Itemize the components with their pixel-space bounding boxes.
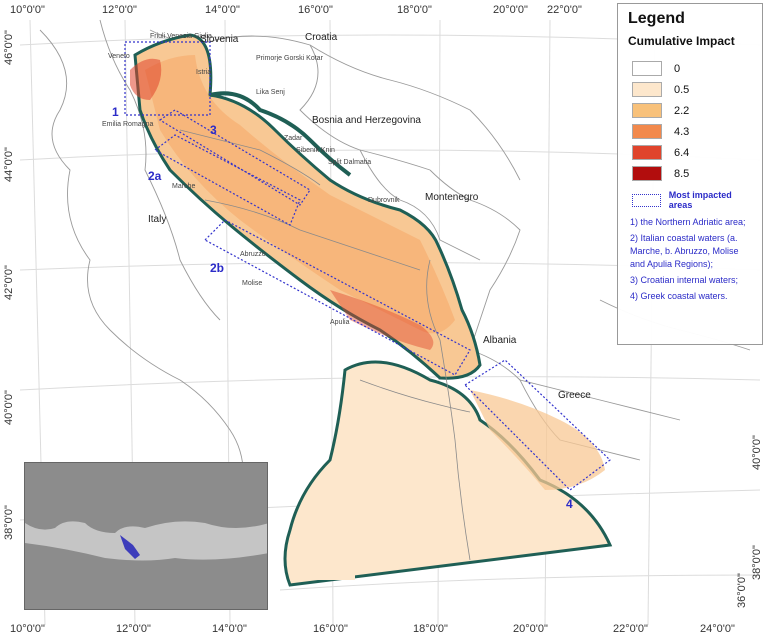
lon-tick-top: 20°0'0" [493, 4, 528, 16]
legend-swatch [632, 82, 662, 97]
place-label: Marche [172, 183, 196, 190]
legend-swatch [632, 166, 662, 181]
lon-tick-top: 22°0'0" [547, 4, 582, 16]
place-label: Veneto [108, 53, 130, 60]
zone-label-3: 3 [210, 123, 217, 137]
legend-swatch [632, 145, 662, 160]
country-label-montenegro: Montenegro [425, 192, 479, 203]
legend-class-label: 4.3 [674, 125, 690, 138]
country-label-bosnia: Bosnia and Herzegovina [312, 115, 421, 126]
lon-tick-bottom: 12°0'0" [116, 623, 151, 635]
inset-map-graphic [25, 463, 268, 610]
lat-tick-left: 44°0'0" [3, 147, 15, 182]
legend-class-row [632, 121, 754, 142]
place-label: Emilia Romagna [102, 121, 154, 128]
lat-tick-left: 40°0'0" [3, 390, 15, 425]
lon-tick-bottom: 14°0'0" [212, 623, 247, 635]
legend-note: 3) Croatian internal waters; [630, 275, 739, 285]
legend-class-row [632, 142, 754, 163]
legend-panel [617, 3, 763, 345]
legend-class-label: 0 [674, 62, 681, 75]
lon-tick-bottom: 22°0'0" [613, 623, 648, 635]
lon-tick-bottom: 18°0'0" [413, 623, 448, 635]
lon-tick-bottom: 16°0'0" [313, 623, 348, 635]
lat-tick-left: 42°0'0" [3, 265, 15, 300]
lon-tick-bottom: 24°0'0" [700, 623, 735, 635]
zone-label-2a: 2a [148, 169, 162, 183]
legend-title: Legend [628, 10, 685, 27]
lon-tick-top: 14°0'0" [205, 4, 240, 16]
legend-subtitle: Cumulative Impact [628, 34, 735, 48]
legend-most-impacted [632, 190, 754, 210]
lat-tick-left: 38°0'0" [3, 505, 15, 540]
lon-tick-top: 18°0'0" [397, 4, 432, 16]
country-label-greece: Greece [558, 390, 591, 401]
legend-class-label: 2.2 [674, 104, 690, 117]
lon-tick-top: 10°0'0" [10, 4, 45, 16]
place-label: Friuli Venezia Giulia [150, 33, 212, 40]
legend-most-impacted-label: Most impacted areas [668, 190, 732, 210]
place-label: Sibenik Knin [296, 147, 335, 154]
lon-tick-bottom: 10°0'0" [10, 623, 45, 635]
zone-label-2b: 2b [210, 261, 225, 275]
legend-note: 4) Greek coastal waters. [630, 291, 728, 301]
zone-label-1: 1 [112, 105, 119, 119]
legend-class-row [632, 163, 754, 184]
legend-classes [626, 58, 754, 184]
legend-class-label: 6.4 [674, 146, 690, 159]
place-label: Apulia [330, 319, 350, 326]
lon-tick-bottom: 20°0'0" [513, 623, 548, 635]
lat-tick-right: 40°0'0" [751, 435, 763, 470]
place-label: Abruzzo [240, 251, 266, 258]
place-label: Primorje Gorski Kotar [256, 55, 323, 62]
legend-class-row [632, 58, 754, 79]
legend-dotted-swatch [632, 194, 661, 207]
lat-tick-right: 38°0'0" [751, 545, 763, 580]
country-label-croatia: Croatia [305, 32, 338, 43]
legend-class-label: 0.5 [674, 83, 690, 96]
legend-swatch [632, 124, 662, 139]
country-label-slovenia: Slovenia [200, 34, 239, 45]
inset-locator-map [24, 462, 268, 610]
place-label: Molise [242, 280, 263, 287]
legend-swatch [632, 103, 662, 118]
place-label: Lika Senj [256, 89, 285, 96]
legend-swatch [632, 61, 662, 76]
legend-note: 2) Italian coastal waters (a. Marche, b. Abruzzo, Molise and Apulia Regions); [630, 233, 739, 269]
lon-tick-top: 12°0'0" [102, 4, 137, 16]
legend-note: 1) the Northern Adriatic area; [630, 217, 746, 227]
lat-tick-left: 46°0'0" [3, 30, 15, 65]
place-label: Split Dalmatia [328, 159, 372, 166]
legend-class-label: 8.5 [674, 167, 690, 180]
place-label: Istria [196, 69, 212, 76]
place-label: Dubrovnik [368, 197, 400, 204]
legend-class-row [632, 79, 754, 100]
legend-class-row [632, 100, 754, 121]
country-label-italy: Italy [148, 214, 167, 225]
lat-tick-right: 36°0'0" [736, 573, 748, 608]
zone-label-4: 4 [566, 497, 573, 511]
place-label: Zadar [284, 135, 303, 142]
lon-tick-top: 16°0'0" [298, 4, 333, 16]
country-label-albania: Albania [483, 335, 517, 346]
